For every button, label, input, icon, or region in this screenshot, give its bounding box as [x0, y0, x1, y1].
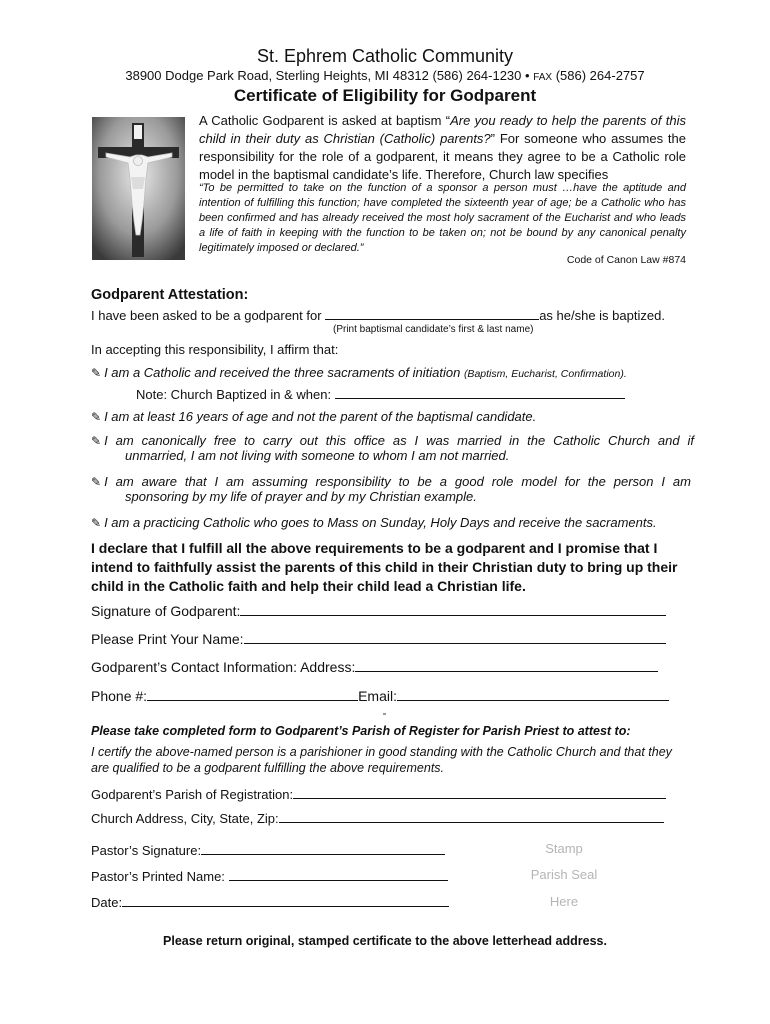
- asked-line: [91, 307, 665, 323]
- pastor-name-row: [91, 868, 448, 884]
- bullet-practicing-text: I am a practicing Catholic who goes to Mass on Sunday, Holy Days and receive the sacraments.: [104, 515, 657, 530]
- intro-body: ” For someone who assumes the responsibility for the role of a godparent, it means they agree to be a Catholic role model in the baptismal candidate’s life. Therefore, Church law specifies: [199, 131, 686, 182]
- pencil-icon: ✎: [91, 516, 102, 530]
- divider-mark: [383, 713, 386, 715]
- date-field[interactable]: [122, 894, 449, 907]
- bullet-sacraments-text: I am a Catholic and received the three sacraments of initiation: [104, 365, 461, 380]
- bullet-sacraments-note: (Baptism, Eucharist, Confirmation).: [463, 368, 627, 380]
- letterhead-address: [0, 68, 770, 83]
- pastor-name-field[interactable]: [229, 868, 448, 881]
- parish-registration-row: [91, 786, 666, 802]
- affirm-text: In accepting this responsibility, I affirm that:: [91, 342, 339, 357]
- attestation-heading: Godparent Attestation:: [91, 287, 249, 303]
- canon-citation: Code of Canon Law #874: [566, 254, 686, 266]
- candidate-name-note: (Print baptismal candidate’s first & last name): [333, 324, 534, 335]
- email-label: Email:: [358, 688, 397, 704]
- intro-paragraph: [199, 112, 686, 184]
- intro-question: Are you ready to help the parents of this child in their duty as Christian (Catholic) parents?: [199, 113, 687, 146]
- fax-label: FAX: [533, 72, 553, 83]
- pencil-icon: ✎: [91, 366, 102, 380]
- intro-lead: A Catholic Godparent is asked at baptism “: [199, 113, 451, 128]
- baptized-in-field[interactable]: [335, 386, 625, 399]
- parish-registration-field[interactable]: [293, 786, 666, 799]
- print-name-field[interactable]: [244, 631, 666, 644]
- bullet-age: [91, 409, 536, 424]
- phone-email-row: [91, 688, 669, 704]
- organization-name: St. Ephrem Catholic Community: [256, 46, 514, 66]
- address-text: 38900 Dodge Park Road, Sterling Heights, MI 48312 (586) 264-1230 •: [125, 68, 530, 83]
- pencil-icon: ✎: [91, 475, 102, 489]
- contact-label: Godparent’s Contact Information: Address:: [91, 659, 356, 675]
- bullet-role-model-l2: sponsoring by my life of prayer and by my Christian example.: [125, 489, 477, 504]
- return-instruction: Please return original, stamped certificate to the above letterhead address.: [163, 934, 607, 948]
- pencil-icon: ✎: [91, 410, 102, 424]
- signature-label: Signature of Godparent:: [91, 603, 241, 619]
- asked-suffix: as he/she is baptized.: [539, 308, 665, 323]
- parish-seal-text: Parish Seal: [530, 867, 598, 882]
- date-row: [91, 894, 449, 910]
- church-address-row: [91, 810, 664, 826]
- phone-field[interactable]: [147, 688, 358, 701]
- phone-label: Phone #:: [91, 688, 148, 704]
- asked-prefix: I have been asked to be a godparent for: [91, 308, 322, 323]
- stamp-text: Stamp: [545, 841, 583, 856]
- bullet-canonically-free: [91, 433, 694, 463]
- certify-text: I certify the above-named person is a parishioner in good standing with the Catholic Church and that they are qualified to be a godparent fulfilling the above requirements.: [91, 745, 672, 775]
- bullet-canonically-free-l1: I am canonically free to carry out this office as I was married in the Catholic Church and if: [104, 433, 694, 448]
- baptized-note-line: [136, 386, 625, 402]
- pastor-signature-field[interactable]: [201, 842, 445, 855]
- print-name-label: Please Print Your Name:: [91, 631, 244, 647]
- page-title: Certificate of Eligibility for Godparent: [233, 86, 537, 105]
- bullet-sacraments: [91, 365, 627, 380]
- canon-quote: “To be permitted to take on the function of a sponsor a person must …have the aptitude and intention of fulfilling this function; have completed the sixteenth year of age; be a Catholic who has been confirmed and has already received the most holy sacrament of the Eucharist and who leads a life of faith in keeping with the function to be taken on; not be bound by any canonical penalty legitimately imposed or declared.”: [199, 182, 686, 254]
- stamp-here-text: Here: [549, 894, 579, 909]
- candidate-name-field[interactable]: [325, 307, 539, 320]
- church-address-field[interactable]: [279, 810, 664, 823]
- bullet-age-text: I am at least 16 years of age and not the parent of the baptismal candidate.: [104, 409, 537, 424]
- pencil-icon: ✎: [91, 434, 102, 448]
- pastor-name-label: Pastor’s Printed Name:: [91, 869, 225, 884]
- date-label: Date:: [91, 895, 123, 910]
- pastor-signature-label: Pastor’s Signature:: [91, 843, 202, 858]
- pastor-signature-row: [91, 842, 445, 858]
- crucifix-image: [92, 117, 185, 260]
- bullet-role-model-l1: I am aware that I am assuming responsibility to be a good role model for the person I am: [104, 474, 691, 489]
- signature-field[interactable]: [240, 603, 666, 616]
- declaration-text: I declare that I fulfill all the above requirements to be a godparent and I promise that I intend to faithfully assist the parents of this child in their Christian duty to bring up their child in the Catholic faith and help their child lead a Christian life.: [91, 540, 678, 594]
- contact-row: [91, 659, 658, 675]
- parish-registration-label: Godparent’s Parish of Registration:: [91, 787, 294, 802]
- baptized-note-label: Note: Church Baptized in & when:: [136, 387, 332, 402]
- email-field[interactable]: [397, 688, 669, 701]
- print-name-row: [91, 631, 666, 647]
- bullet-practicing: [91, 515, 657, 530]
- church-address-label: Church Address, City, State, Zip:: [91, 811, 279, 826]
- address-field[interactable]: [355, 659, 658, 672]
- parish-instruction: Please take completed form to Godparent’s Parish of Register for Parish Priest to attest to:: [91, 724, 631, 738]
- bullet-role-model: [91, 474, 691, 504]
- bullet-canonically-free-l2: unmarried, I am not living with someone to whom I am not married.: [125, 448, 510, 463]
- signature-row: [91, 603, 666, 619]
- fax-number: (586) 264-2757: [555, 68, 645, 83]
